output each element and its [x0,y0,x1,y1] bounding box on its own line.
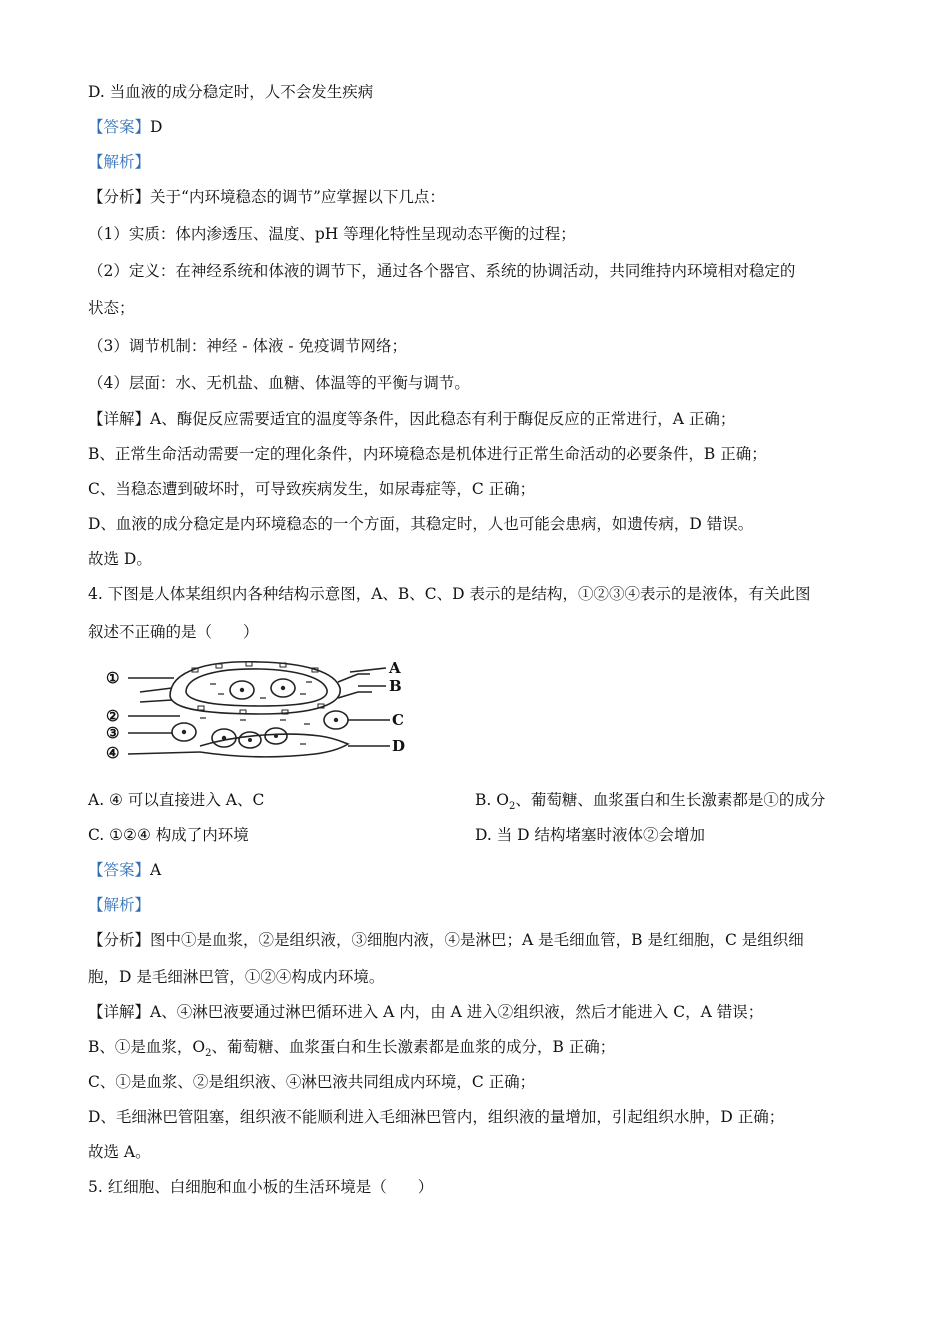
q4-fenxi-line-2: 胞，D 是毛细淋巴管，①②④构成内环境。 [88,968,385,986]
q3-point-4: （4）层面：水、无机盐、血糖、体温等的平衡与调节。 [88,374,470,392]
q4-option-c: C. ①②④ 构成了内环境 [88,826,249,844]
q4-option-d: D. 当 D 结构堵塞时液体②会增加 [475,826,706,844]
q4-stem-line-2: 叙述不正确的是（ ） [88,623,259,641]
detail-text: A、④淋巴液要通过淋巴循环进入 A 内，由 A 进入②组织液，然后才能进入 C，A 错误； [150,1003,764,1021]
q3-point-3: （3）调节机制：神经 - 体液 - 免疫调节网络； [88,337,408,355]
q3-answer [88,117,162,137]
answer-value: D [150,118,163,136]
diagram-label-2: ② [106,707,120,725]
q3-point-1: （1）实质：体内渗透压、温度、pH 等理化特性呈现动态平衡的过程； [88,225,576,243]
tissue-structure-diagram [100,654,412,766]
q4-answer [88,860,161,880]
vessel-line-right-upper [338,674,370,682]
vessel-line-right-lower [338,692,372,698]
q4-conclusion: 故选 A。 [88,1143,151,1161]
q3-fenxi [88,187,445,207]
option-b-subscript: 2 [508,801,516,813]
q3-detail-a [88,409,735,429]
fenxi-tag: 【分析】 [88,188,151,206]
q4-detail-d: D、毛细淋巴管阻塞，组织液不能顺利进入毛细淋巴管内，组织液的量增加，引起组织水肿，D 正确； [88,1108,785,1126]
detail-tag: 【详解】 [88,1003,151,1021]
option-b-prefix: B. O [475,791,509,809]
detail-tag: 【详解】 [88,410,151,428]
q3-detail-d: D、血液的成分稳定是内环境稳态的一个方面，其稳定时，人也可能会患病，如遗传病，D 错误。 [88,515,754,533]
q4-option-a: A. ④ 可以直接进入 A、C [88,791,265,809]
pointer-a [350,668,386,672]
diagram-label-a: A [389,659,401,677]
diagram-label-c: C [392,711,404,729]
vessel-line-left-lower [140,700,172,702]
q4-detail-b [88,1037,615,1064]
fenxi-text: 关于“内环境稳态的调节”应掌握以下几点： [150,188,445,206]
detail-b-subscript: 2 [205,1048,212,1060]
capillary-inner-wall [186,669,327,706]
q3-detail-c: C、当稳态遭到破坏时，可导致疾病发生，如尿毒症等，C 正确； [88,480,536,498]
q4-detail-c: C、①是血浆、②是组织液、④淋巴液共同组成内环境，C 正确； [88,1073,536,1091]
q4-option-b [475,790,825,817]
diagram-label-3: ③ [106,724,120,742]
fenxi-text: 图中①是血浆，②是组织液，③细胞内液，④是淋巴；A 是毛细血管，B 是红细胞，C 是组织细 [150,931,804,949]
diagram-label-b: B [389,677,402,695]
q4-detail-a [88,1002,763,1022]
q5-stem: 5. 红细胞、白细胞和血小板的生活环境是（ ） [88,1178,434,1196]
q4-analysis-tag: 【解析】 [88,896,151,914]
diagram-label-d: D [392,737,406,755]
answer-value: A [150,861,162,879]
answer-tag: 【答案】 [88,118,151,136]
diagram-label-4: ④ [106,744,120,762]
answer-tag: 【答案】 [88,861,151,879]
diagram-label-1: ① [106,669,120,687]
option-b-suffix: 、葡萄糖、血浆蛋白和生长激素都是①的成分 [515,791,826,809]
q3-point-2-line-2: 状态； [88,299,135,317]
pointer-4 [128,752,200,754]
detail-text: A、酶促反应需要适宜的温度等条件，因此稳态有利于酶促反应的正常进行，A 正确； [150,410,736,428]
q4-stem-line-1: 4. 下图是人体某组织内各种结构示意图，A、B、C、D 表示的是结构，①②③④表示的是液体，有关此图 [88,585,811,603]
q3-option-d: D. 当血液的成分稳定时，人不会发生疾病 [88,83,374,101]
vessel-line-left-upper [140,688,172,692]
q3-analysis-tag: 【解析】 [88,153,151,171]
fenxi-tag: 【分析】 [88,931,151,949]
q3-conclusion: 故选 D。 [88,550,152,568]
q4-fenxi [88,930,804,950]
q3-point-2-line-1: （2）定义：在神经系统和体液的调节下，通过各个器官、系统的协调活动，共同维持内环境相对稳定的 [88,262,796,280]
q3-detail-b: B、正常生命活动需要一定的理化条件，内环境稳态是机体进行正常生命活动的必要条件，B 正确； [88,445,767,463]
detail-b-prefix: B、①是血浆，O [88,1038,206,1056]
detail-b-suffix: 、葡萄糖、血浆蛋白和生长激素都是血浆的成分，B 正确； [211,1038,616,1056]
